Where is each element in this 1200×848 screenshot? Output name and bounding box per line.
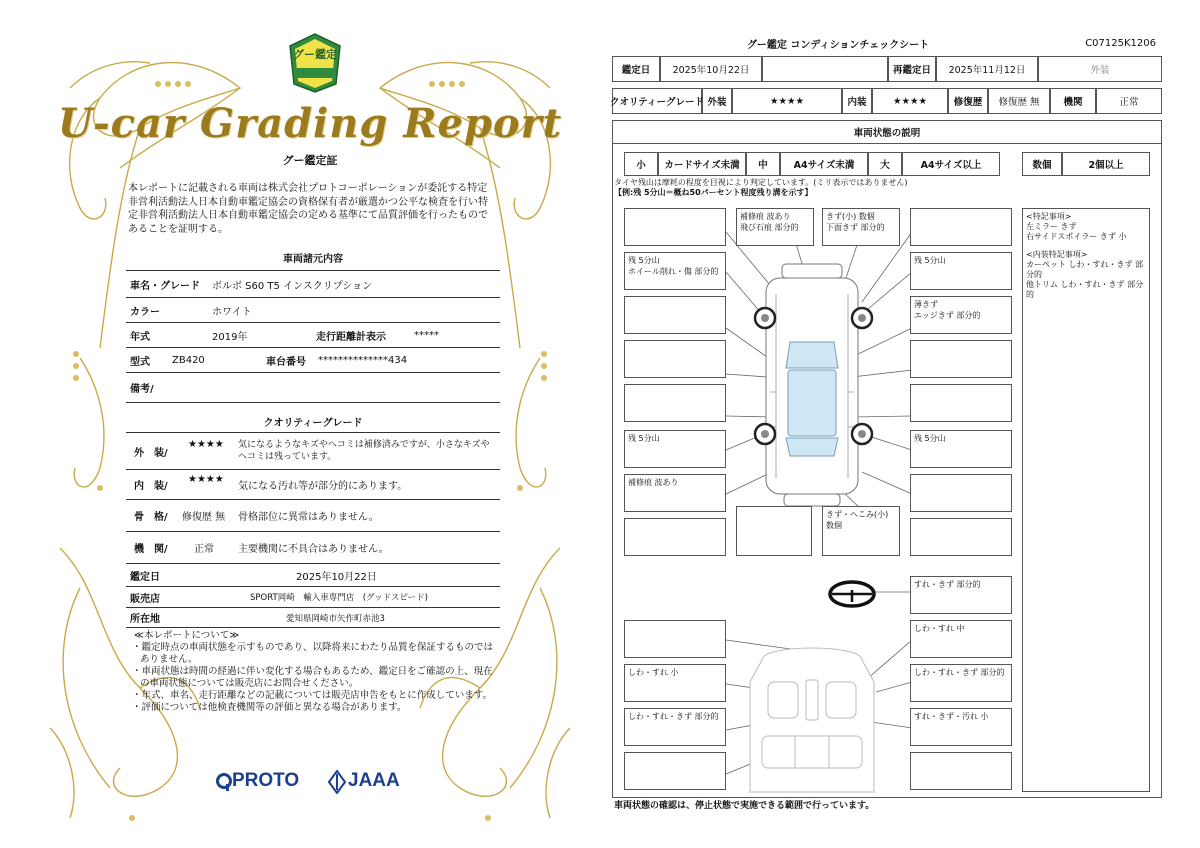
damage-text: しわ・すれ 小	[628, 668, 679, 677]
shop-value: SPORT岡崎 輸入車専門店 (グッドスピード)	[250, 593, 428, 603]
interior-label: 内 装/	[134, 481, 168, 492]
ext-label: 外装	[702, 88, 732, 114]
exterior-row	[126, 432, 500, 470]
mileage-value: *****	[414, 329, 439, 341]
damage-text: しわ・すれ 中	[914, 624, 965, 633]
quality-title: クオリティーグレード	[263, 418, 363, 429]
exterior-label: 外 装/	[134, 447, 168, 459]
size-large-desc: A4サイズ以上	[902, 152, 1000, 176]
car-name-label: 車名・グレード	[130, 280, 200, 292]
damage-text: しわ・すれ・きず 部分的	[914, 668, 1005, 677]
year-label: 年式	[130, 331, 150, 343]
chassis-label: 車台番号	[266, 356, 306, 368]
note-item: ・評価については他検査機関等の評価と異なる場合があります。	[132, 702, 407, 713]
address-label: 所在地	[130, 614, 160, 625]
year-value: 2019年	[212, 331, 248, 343]
tire-note-1: タイヤ残山は摩耗の程度を目視により判定しています。(ミリ表示ではありません)	[614, 178, 908, 187]
size-large: 大	[868, 152, 902, 176]
damage-text: 残 5分山	[914, 434, 946, 443]
notes-title: ≪本レポートについて≫	[134, 630, 240, 641]
frame-row	[126, 500, 500, 532]
engine-label: 機関	[1050, 88, 1096, 114]
engine-label: 機 関/	[134, 544, 168, 555]
type-value: 外装	[1038, 56, 1162, 82]
exterior-stars: ★★★★	[188, 439, 224, 450]
interior-box-left-2	[624, 708, 726, 746]
damage-text: 残 5分山	[914, 256, 946, 265]
interior-desc: 気になる汚れ等が部分的にあります。	[238, 481, 408, 492]
size-medium-desc: A4サイズ未満	[780, 152, 868, 176]
sheet-code: C07125K1206	[1085, 38, 1156, 49]
cert-intro: 本レポートに記載される車両は株式会社プロトコーポレーションが委託する特定非営利活動法人日本自動車鑑定協会の資格保有者が厳選かつ公平な検査を行い特定非営利活動法人日本自動車鑑定協会の定める基準にて品質評価を行ったものであることを証明する。	[128, 183, 488, 235]
tire-note	[614, 178, 994, 198]
report-notes	[128, 630, 500, 714]
damage-box-top-2	[736, 208, 814, 246]
interior-box-right-2	[910, 664, 1012, 702]
damage-box-left-7	[624, 518, 726, 556]
damage-text: 補修痕 波あり 飛び石痕 部分的	[740, 212, 799, 232]
damage-text: しわ・すれ・きず 部分的	[628, 712, 719, 721]
redate-label: 再鑑定日	[888, 56, 936, 82]
note-item: ・車両状態は時間の経過に伴い変化する場合もあるため、鑑定日をご確認の上、現在の車両状態については販売店にお問合せください。	[132, 666, 493, 689]
damage-text: 残 5分山 ホイール削れ・傷 部分的	[628, 256, 719, 276]
condition-check-sheet	[609, 32, 1164, 812]
grading-certificate	[40, 28, 580, 828]
color-label: カラー	[130, 306, 160, 318]
special-item: 左ミラー きず	[1026, 222, 1077, 231]
frame-label: 骨 格/	[134, 512, 168, 523]
remarks-label: 備考/	[130, 384, 154, 395]
size-small: 小	[624, 152, 658, 176]
shop-label: 販売店	[130, 593, 160, 605]
damage-box-right-7	[910, 518, 1012, 556]
damage-box-bottom-2	[736, 506, 812, 556]
damage-box-right-1	[910, 252, 1012, 290]
car-name-row	[126, 270, 500, 298]
interior-item: カーペット しわ・すれ・きず 部分的	[1026, 260, 1144, 279]
car-name-value: ボルボ S60 T5 インスクリプション	[212, 280, 373, 292]
jaaa-logo-text: JAAA	[348, 770, 400, 791]
engine-desc: 主要機関に不具合はありません。	[238, 544, 389, 555]
steering-box	[910, 576, 1012, 614]
footer-logos	[216, 770, 416, 800]
mileage-label: 走行距離計表示	[316, 331, 386, 343]
damage-text: すれ・きず・汚れ 小	[914, 712, 989, 721]
interior-title: <内装特記事項>	[1026, 250, 1088, 259]
model-value: ZB420	[172, 354, 205, 366]
chassis-value: **************434	[318, 354, 408, 366]
color-value: ホワイト	[212, 306, 252, 318]
date-label: 鑑定日	[612, 56, 660, 82]
model-label: 型式	[130, 356, 150, 368]
interior-item: 他トリム しわ・すれ・きず 部分的	[1026, 280, 1144, 299]
date-label: 鑑定日	[130, 571, 160, 583]
damage-box-left-2	[624, 296, 726, 334]
ext-value: ★★★★	[732, 88, 842, 114]
damage-box-right-0	[910, 208, 1012, 246]
int-value: ★★★★	[872, 88, 948, 114]
interior-box-left-3	[624, 752, 726, 790]
sheet-title: グー鑑定 コンディションチェックシート	[746, 40, 930, 51]
damage-box-bottom-3	[822, 506, 900, 556]
jaaa-logo-icon	[328, 770, 346, 794]
footer-note: 車両状態の確認は、停止状態で実施できる範囲で行っています。	[614, 801, 875, 811]
specs-title: 車両諸元内容	[283, 254, 343, 265]
remarks-row	[126, 373, 500, 403]
blank-cell	[762, 56, 888, 82]
damage-text: 薄きず エッジきず 部分的	[914, 300, 981, 320]
frame-desc: 骨格部位に異常はありません。	[238, 512, 379, 523]
frame-value: 修復歴 無	[182, 512, 226, 523]
exterior-desc: 気になるようなキズやヘコミは補修済みですが、小さなキズやヘコミは残っています。	[238, 440, 490, 462]
tire-note-2: 【例:残 5分山＝概ね50パーセント程度残り溝を示す】	[614, 188, 813, 197]
cert-heading: グー鑑定証	[282, 154, 338, 167]
date-row	[126, 564, 500, 587]
damage-text: 残 5分山	[628, 434, 660, 443]
engine-value: 正常	[1096, 88, 1162, 114]
special-item: 右サイドスポイラー きず 小	[1026, 232, 1127, 241]
count-label: 数個	[1022, 152, 1062, 176]
damage-box-left-0	[624, 208, 726, 246]
damage-box-left-4	[624, 384, 726, 422]
goo-kantei-badge-icon	[286, 32, 344, 94]
proto-logo-text: PROTO	[232, 770, 300, 791]
year-row	[126, 323, 500, 348]
damage-box-right-3	[910, 340, 1012, 378]
condition-title: 車両状態の説明	[612, 120, 1162, 144]
repair-value: 修復歴 無	[988, 88, 1050, 114]
note-item: ・年式、車名、走行距離などの記載については販売店申告をもとに作成しています。	[132, 690, 493, 701]
interior-box-left-1	[624, 664, 726, 702]
damage-box-right-2	[910, 296, 1012, 334]
damage-box-left-5	[624, 430, 726, 468]
interior-stars: ★★★★	[188, 474, 224, 485]
date-value: 2025年10月22日	[660, 56, 762, 82]
int-label: 内装	[842, 88, 872, 114]
damage-box-right-5	[910, 430, 1012, 468]
model-row	[126, 348, 500, 373]
damage-box-left-3	[624, 340, 726, 378]
size-medium: 中	[746, 152, 780, 176]
badge-text: グー鑑定	[293, 48, 337, 61]
grade-label: クオリティーグレード	[612, 88, 702, 114]
damage-text: きず・へこみ(小) 数個	[826, 510, 889, 530]
damage-box-top-3	[822, 208, 900, 246]
remarks-box	[1022, 208, 1150, 792]
repair-label: 修復歴	[948, 88, 988, 114]
damage-box-right-4	[910, 384, 1012, 422]
damage-box-left-1	[624, 252, 726, 290]
interior-row	[126, 470, 500, 500]
address-value: 愛知県岡崎市矢作町赤池3	[286, 613, 385, 624]
damage-box-left-6	[624, 474, 726, 512]
shop-row	[126, 587, 500, 608]
interior-box-right-3	[910, 708, 1012, 746]
interior-box-right-4	[910, 752, 1012, 790]
damage-box-right-6	[910, 474, 1012, 512]
note-item: ・鑑定時点の車両状態を示すものであり、以降将来にわたり品質を保証するものではありません。	[132, 642, 494, 665]
script-title: U-car Grading Report	[57, 100, 563, 147]
damage-text: すれ・きず 部分的	[914, 580, 981, 589]
engine-value: 正常	[194, 544, 214, 555]
interior-box-right-1	[910, 620, 1012, 658]
redate-value: 2025年11月12日	[936, 56, 1038, 82]
special-title: <特記事項>	[1026, 212, 1072, 221]
interior-box-left-0	[624, 620, 726, 658]
engine-row	[126, 532, 500, 564]
color-row	[126, 298, 500, 323]
proto-logo-icon	[216, 772, 232, 792]
date-value: 2025年10月22日	[296, 571, 377, 583]
count-desc: 2個以上	[1062, 152, 1150, 176]
size-small-desc: カードサイズ未満	[658, 152, 746, 176]
damage-text: 補修痕 波あり	[628, 478, 679, 487]
damage-text: きず(小) 数個 下面きず 部分的	[826, 212, 885, 232]
address-row	[126, 608, 500, 628]
